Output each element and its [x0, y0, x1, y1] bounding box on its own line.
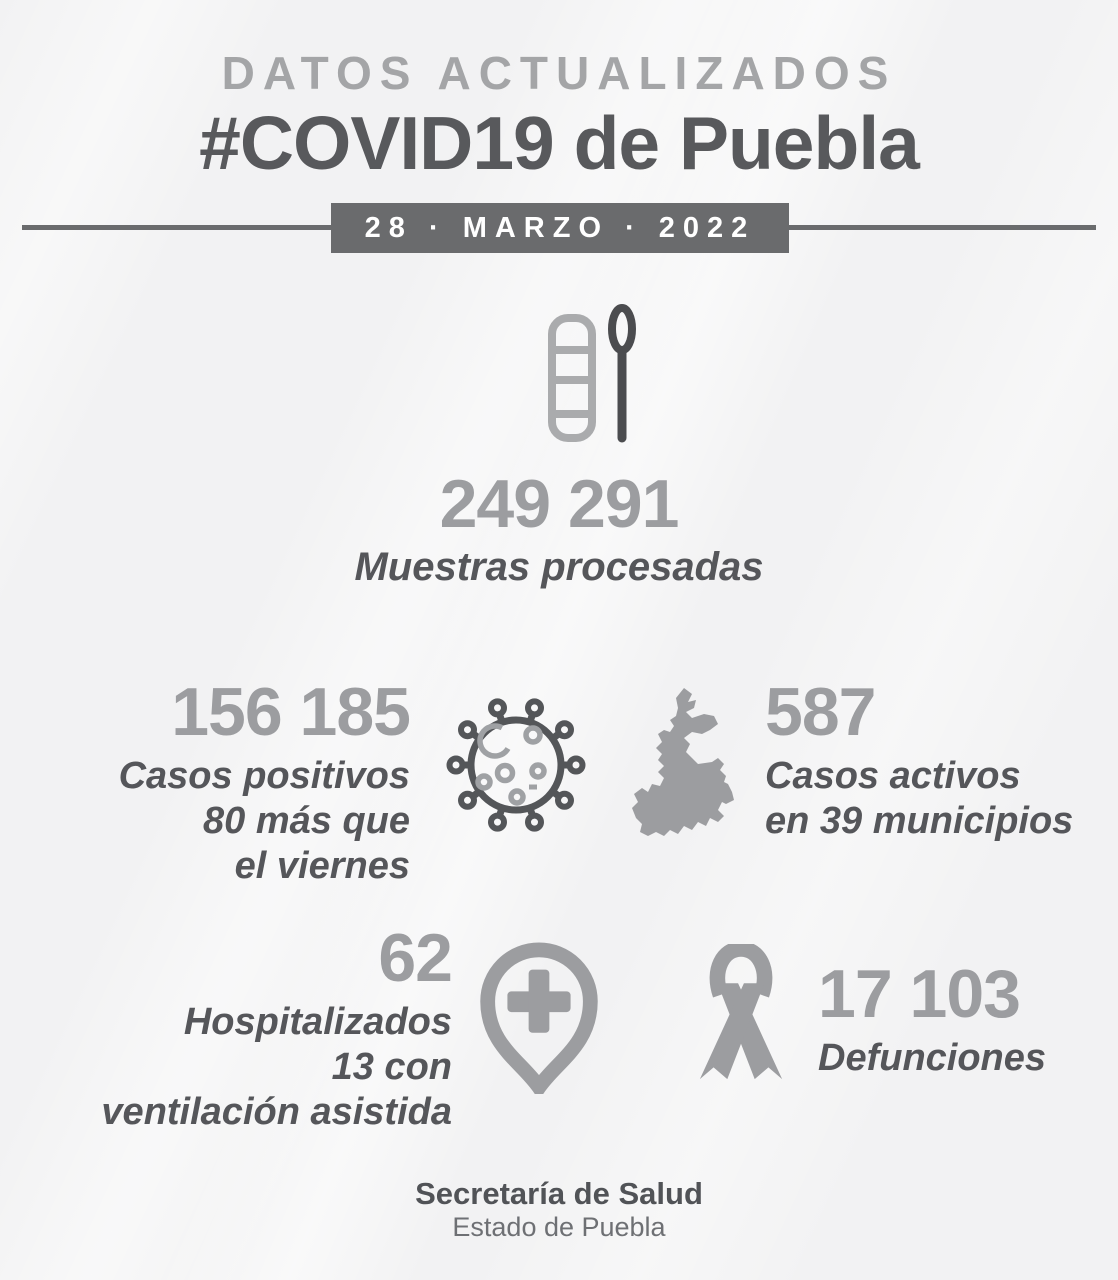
hospital-location-pin-icon [477, 942, 601, 1094]
awareness-ribbon-icon [694, 944, 788, 1087]
kicker-text: DATOS ACTUALIZADOS [221, 47, 897, 99]
activos-label-line1: Casos activos [765, 755, 1021, 798]
hospitalizados-value: 62 [378, 920, 452, 996]
defunciones-value: 17 103 [818, 956, 1020, 1032]
page-title: #COVID19 de Puebla [199, 101, 919, 185]
footer-org-subtitle: Estado de Puebla [452, 1212, 666, 1242]
hospitalizados-block [0, 922, 452, 1135]
coronavirus-icon [433, 679, 599, 845]
date-badge: 28 · MARZO · 2022 [331, 203, 789, 253]
activos-label-line2: en 39 municipios [765, 800, 1074, 843]
positivos-label-line1: Casos positivos [118, 755, 410, 798]
test-tube-swab-icon [545, 300, 645, 448]
puebla-state-map-icon [628, 686, 736, 846]
hospitalizados-label-line1: Hospitalizados [183, 1001, 452, 1044]
positivos-label-line3: el viernes [234, 845, 410, 888]
positivos-block [0, 676, 410, 889]
defunciones-label-line1: Defunciones [818, 1037, 1047, 1080]
positivos-value: 156 185 [171, 674, 410, 750]
muestras-value: 249 291 [439, 466, 679, 542]
hospitalizados-label-line2: 13 con [331, 1046, 452, 1089]
positivos-label-line2: 80 más que [203, 800, 410, 843]
activos-value: 587 [765, 674, 876, 750]
activos-block [765, 676, 1105, 844]
hospitalizados-label-line3: ventilación asistida [101, 1091, 452, 1134]
footer-org-name: Secretaría de Salud [415, 1176, 703, 1211]
muestras-label: Muestras procesadas [354, 545, 764, 589]
defunciones-block [818, 958, 1108, 1081]
